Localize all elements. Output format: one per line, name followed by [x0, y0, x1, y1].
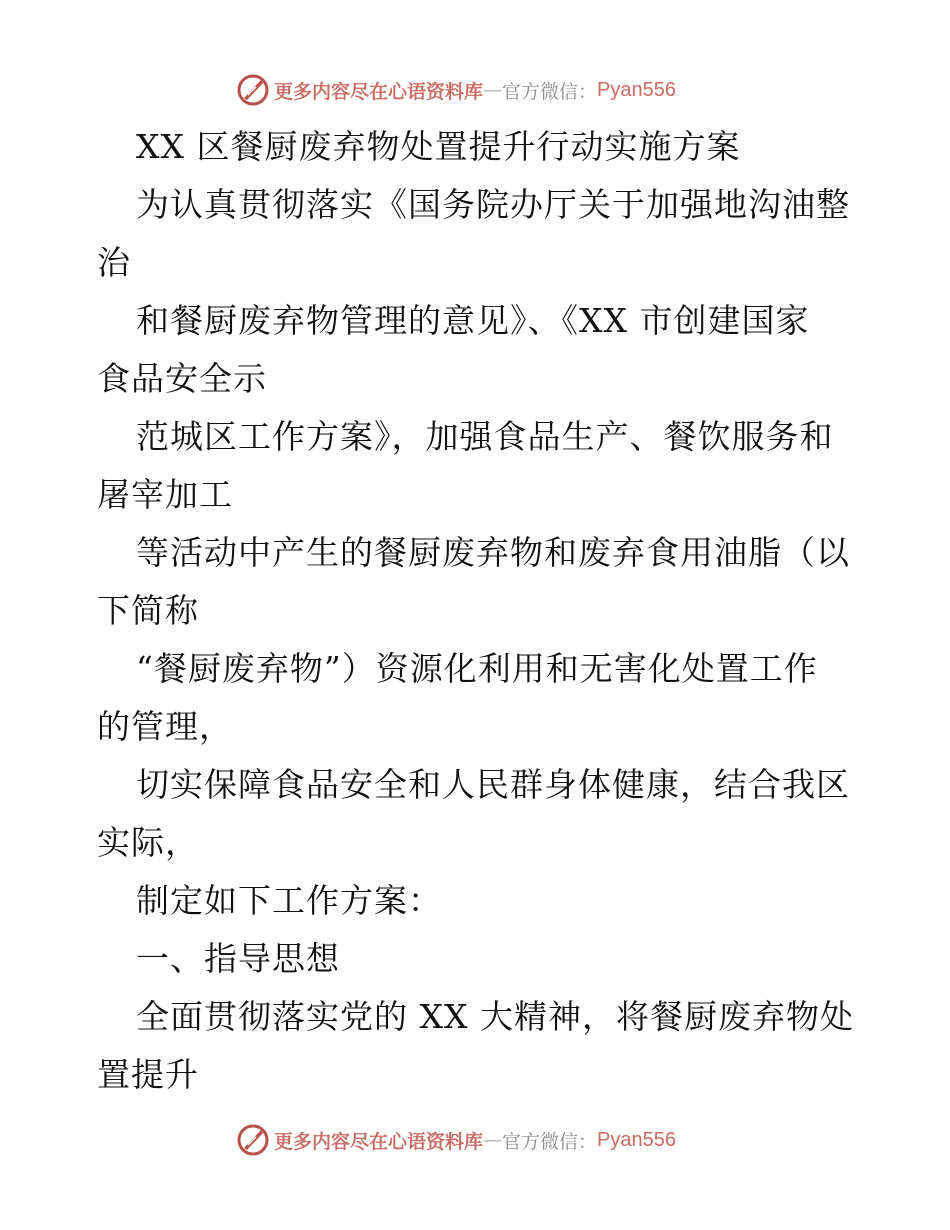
header-watermark: [236, 72, 676, 108]
text-line: 等活动中产生的餐厨废弃物和废弃食用油脂（以: [136, 533, 850, 572]
text-line: 置提升: [97, 1055, 199, 1094]
text-line: “餐厨废弃物”）资源化利用和无害化处置工作: [136, 649, 818, 688]
document-title: XX 区餐厨废弃物处置提升行动实施方案: [136, 127, 741, 166]
footer-watermark: [236, 1122, 676, 1158]
quill-logo-icon: [236, 73, 270, 107]
watermark-id: Pyan556: [597, 1128, 676, 1151]
watermark-id: Pyan556: [597, 78, 676, 101]
text-line: 切实保障食品安全和人民群身体健康，结合我区: [136, 765, 850, 804]
text-line: 下简称: [97, 591, 199, 630]
text-line: 屠宰加工: [97, 475, 233, 514]
text-line: 食品安全示: [97, 359, 267, 398]
watermark-dash: —: [483, 1129, 503, 1151]
text-line: 范城区工作方案》，加强食品生产、餐饮服务和: [136, 417, 834, 456]
section-heading: 一、指导思想: [136, 939, 340, 978]
watermark-label: 官方微信：: [502, 80, 598, 103]
watermark-main-text: 更多内容尽在心语资料库: [274, 80, 484, 103]
text-line: 制定如下工作方案：: [136, 881, 442, 920]
text-line: 和餐厨废弃物管理的意见》、《XX 市创建国家: [136, 301, 810, 340]
watermark-dash: —: [483, 79, 503, 101]
document-body: [97, 118, 867, 1104]
watermark-label: 官方微信：: [502, 1130, 598, 1153]
text-line: 为认真贯彻落实《国务院办厅关于加强地沟油整: [136, 185, 850, 224]
text-line: 的管理，: [97, 707, 233, 746]
text-line: 实际，: [97, 823, 199, 862]
text-line: 治: [97, 243, 131, 282]
text-line: 全面贯彻落实党的 XX 大精神，将餐厨废弃物处: [136, 997, 854, 1036]
watermark-main-text: 更多内容尽在心语资料库: [274, 1130, 484, 1153]
quill-logo-icon: [236, 1123, 270, 1157]
